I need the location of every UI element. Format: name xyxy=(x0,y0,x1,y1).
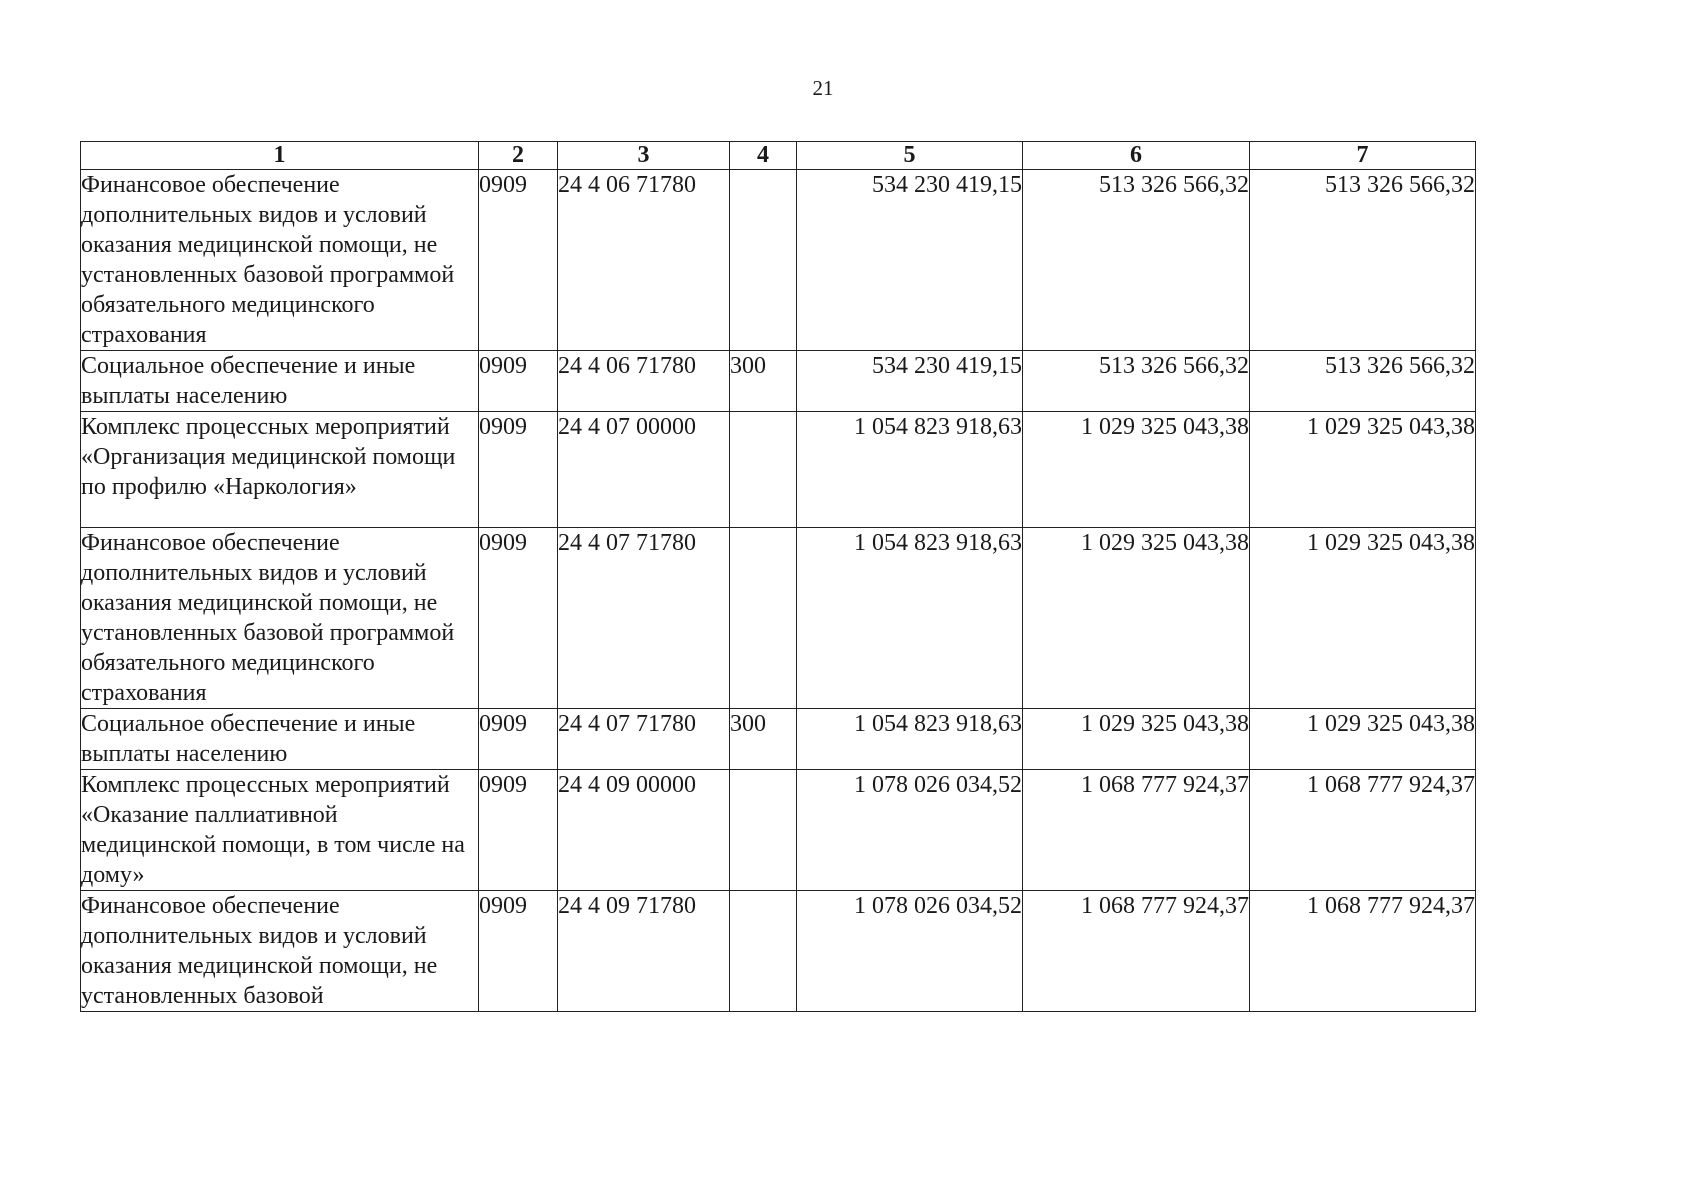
row-code: 24 4 06 71780 xyxy=(558,351,730,412)
row-amount-3: 513 326 566,32 xyxy=(1250,351,1476,412)
row-code: 24 4 06 71780 xyxy=(558,170,730,351)
row-amount-3: 513 326 566,32 xyxy=(1250,170,1476,351)
row-amount-3: 1 068 777 924,37 xyxy=(1250,770,1476,891)
row-name: Финансовое обеспечение дополнительных видов и условий оказания медицинской помощи, не установленных базовой программой обязательного медицинского страхования xyxy=(81,528,479,709)
row-amount-1: 1 078 026 034,52 xyxy=(797,770,1023,891)
row-amount-3: 1 029 325 043,38 xyxy=(1250,412,1476,528)
row-type xyxy=(730,412,797,528)
row-section: 0909 xyxy=(479,351,558,412)
row-amount-3: 1 068 777 924,37 xyxy=(1250,891,1476,1012)
row-amount-2: 1 068 777 924,37 xyxy=(1023,891,1250,1012)
row-name: Социальное обеспечение и иные выплаты населению xyxy=(81,351,479,412)
row-amount-1: 534 230 419,15 xyxy=(797,351,1023,412)
row-code: 24 4 07 71780 xyxy=(558,709,730,770)
header-row xyxy=(81,142,1476,170)
row-code: 24 4 07 00000 xyxy=(558,412,730,528)
header-col-1: 1 xyxy=(81,142,479,170)
header-col-7: 7 xyxy=(1250,142,1476,170)
table-row xyxy=(81,891,1476,1012)
row-code: 24 4 09 71780 xyxy=(558,891,730,1012)
header-col-3: 3 xyxy=(558,142,730,170)
row-type xyxy=(730,770,797,891)
row-section: 0909 xyxy=(479,709,558,770)
row-name: Комплекс процессных мероприятий «Оказание паллиативной медицинской помощи, в том числе на дому» xyxy=(81,770,479,891)
header-col-5: 5 xyxy=(797,142,1023,170)
row-section: 0909 xyxy=(479,412,558,528)
row-amount-1: 1 054 823 918,63 xyxy=(797,528,1023,709)
row-amount-2: 1 029 325 043,38 xyxy=(1023,528,1250,709)
budget-table xyxy=(80,141,1476,1012)
row-name: Финансовое обеспечение дополнительных видов и условий оказания медицинской помощи, не установленных базовой программой обязательного медицинского страхования xyxy=(81,170,479,351)
row-amount-2: 1 068 777 924,37 xyxy=(1023,770,1250,891)
row-code: 24 4 09 00000 xyxy=(558,770,730,891)
row-section: 0909 xyxy=(479,891,558,1012)
row-type xyxy=(730,891,797,1012)
row-amount-2: 513 326 566,32 xyxy=(1023,351,1250,412)
row-section: 0909 xyxy=(479,770,558,891)
row-amount-1: 1 054 823 918,63 xyxy=(797,709,1023,770)
header-col-6: 6 xyxy=(1023,142,1250,170)
row-code: 24 4 07 71780 xyxy=(558,528,730,709)
row-section: 0909 xyxy=(479,528,558,709)
row-type: 300 xyxy=(730,351,797,412)
table-row xyxy=(81,709,1476,770)
table-row xyxy=(81,170,1476,351)
row-amount-1: 534 230 419,15 xyxy=(797,170,1023,351)
table-row xyxy=(81,528,1476,709)
row-amount-3: 1 029 325 043,38 xyxy=(1250,709,1476,770)
table-row xyxy=(81,351,1476,412)
row-name: Социальное обеспечение и иные выплаты населению xyxy=(81,709,479,770)
row-name: Комплекс процессных мероприятий «Организация медицинской помощи по профилю «Наркология» xyxy=(81,412,479,528)
row-type xyxy=(730,528,797,709)
row-amount-2: 1 029 325 043,38 xyxy=(1023,412,1250,528)
table-row xyxy=(81,412,1476,528)
row-amount-1: 1 054 823 918,63 xyxy=(797,412,1023,528)
header-col-4: 4 xyxy=(730,142,797,170)
row-amount-3: 1 029 325 043,38 xyxy=(1250,528,1476,709)
page-number: 21 xyxy=(812,76,834,100)
row-type: 300 xyxy=(730,709,797,770)
row-name: Финансовое обеспечение дополнительных видов и условий оказания медицинской помощи, не установленных базовой xyxy=(81,891,479,1012)
row-section: 0909 xyxy=(479,170,558,351)
table-row xyxy=(81,770,1476,891)
header-col-2: 2 xyxy=(479,142,558,170)
row-amount-2: 1 029 325 043,38 xyxy=(1023,709,1250,770)
row-type xyxy=(730,170,797,351)
row-amount-1: 1 078 026 034,52 xyxy=(797,891,1023,1012)
row-amount-2: 513 326 566,32 xyxy=(1023,170,1250,351)
